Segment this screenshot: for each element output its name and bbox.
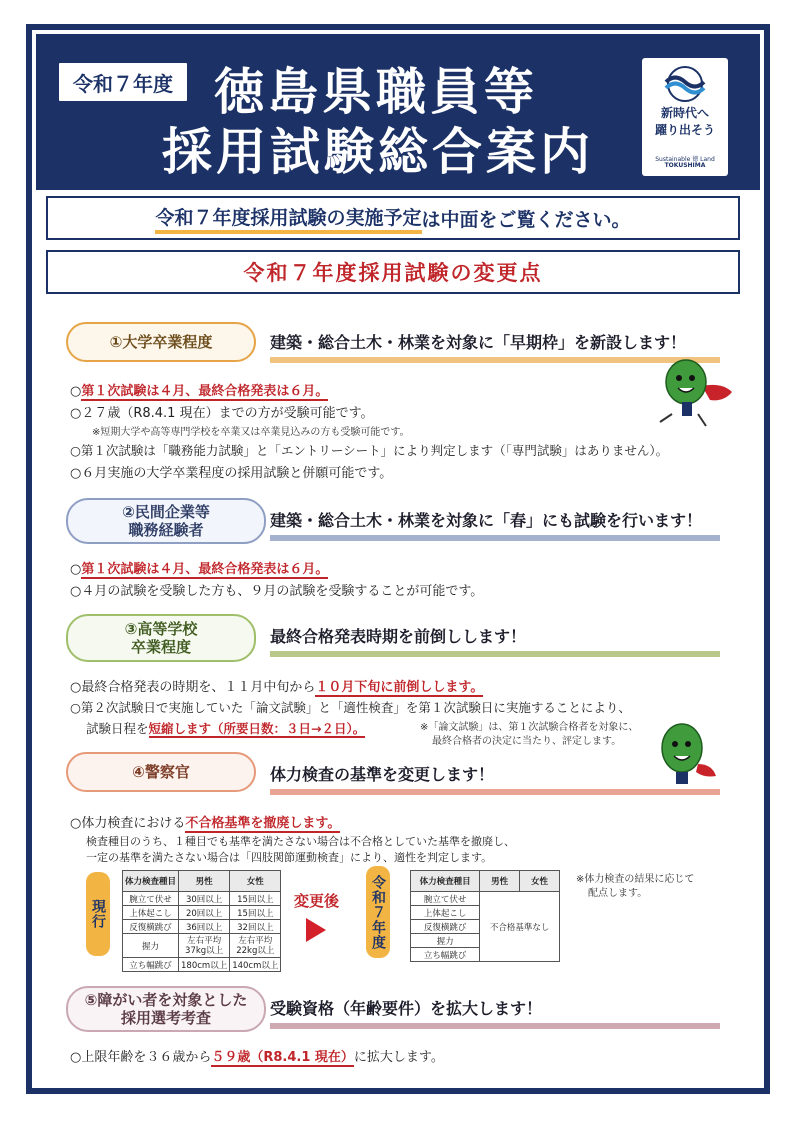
col-female: 女性 [520,871,560,892]
table-row [123,920,281,934]
arrow-right-icon [306,918,326,942]
cell-item: 立ち幅跳び [123,958,179,972]
cell-item: 上体起こし [411,906,480,920]
cell-male: 30回以上 [179,892,230,906]
notice-rest: は中面をご覧ください。 [421,208,631,231]
cell-no-fail-criteria: 不合格基準なし [480,892,560,962]
cell-male: 180cm以上 [179,958,230,972]
logo-text-1: 新時代へ [660,106,709,120]
changes-title: 令和７年度採用試験の変更点 [46,250,740,294]
section3-line2-text: 第２次試験日で実施していた「論文試験」と「適性検査」を第１次試験日に実施することにより、 [80,700,631,715]
bullet: ○ [70,1050,82,1065]
section3-line2 [70,698,631,716]
bullet: ○ [70,443,81,458]
bullet: ○ [70,384,82,399]
section1-line3 [70,441,668,459]
section3-badge-line1: ③高等学校 [124,620,198,638]
scoring-note2: 配点します。 [588,888,648,899]
section5-badge-line1: ⑤障がい者を対象とした [84,991,248,1009]
logo-text-3: Sustainable 徳 Land [655,156,715,163]
section5-line1-pre: 上限年齢を３６歳から [81,1050,212,1065]
section4-headline: 体力検査の基準を変更します！ [270,762,720,795]
table-row [411,892,560,906]
section5-headline: 受験資格（年齢要件）を拡大します！ [270,996,720,1029]
section2-badge-line1: ②民間企業等 [122,503,210,521]
section3-headline: 最終合格発表時期を前倒しします！ [270,624,720,657]
cell-female: 15回以上 [230,892,281,906]
logo-text-2: 躍り出そう [654,123,715,137]
section3-line3-pre: 試験日程を [86,721,149,736]
section4-line1 [70,812,340,831]
bullet: ○ [70,700,81,715]
cell-item: 腕立て伏せ [123,892,179,906]
section3-line1-pre: 最終合格発表の時期を、１１月中旬から [81,680,316,695]
section3-line1-em: １０月下旬に前倒しします。 [315,680,484,695]
cell-male: 左右平均 37kg以上 [179,934,230,958]
section4-badge: ④警察官 [66,752,256,792]
after-change-label: 変更後 [294,892,340,910]
year-badge: 令和７年度 [56,60,190,104]
bullet: ○ [70,562,82,577]
page-title-line2: 採用試験総合案内 [162,123,594,181]
current-label: 現行 [86,872,110,956]
section1-line3-text: 第１次試験は「職務能力試験」と「エントリーシート」により判定します（「専門試験」はありません）。 [80,443,669,458]
col-male: 男性 [480,871,520,892]
cell-item: 腕立て伏せ [411,892,480,906]
section5-line1 [70,1046,444,1065]
section5-badge-line2: 採用選考考査 [120,1009,211,1027]
schedule-notice [46,196,740,240]
col-item: 体力検査種目 [411,871,480,892]
table-row [123,934,281,958]
section1-headline: 建築・総合土木・林業を対象に「早期枠」を新設します！ [270,330,720,363]
section1-badge: ①大学卒業程度 [66,322,256,362]
bullet: ○ [70,406,82,421]
scoring-note1: ※体力検査の結果に応じて [576,874,695,885]
section5-line1-post: に拡大します。 [353,1050,444,1065]
notice-emphasis: 令和７年度採用試験の実施予定 [155,203,421,234]
bullet: ○ [70,466,82,481]
section1-line2 [70,402,374,421]
section3-badge-line2: 卒業程度 [130,638,191,656]
section1-line1-text: 第１次試験は４月、最終合格発表は６月。 [81,384,329,399]
section2-line2 [70,580,483,599]
bullet: ○ [70,584,82,599]
cell-female: 32回以上 [230,920,281,934]
cell-item: 上体起こし [123,906,179,920]
section2-badge [66,498,266,544]
page-title-line1: 徳島県職員等 [214,63,538,121]
section1-note: ※短期大学や高等専門学校を卒業又は卒業見込みの方も受験可能です。 [92,427,410,438]
table-row [123,958,281,972]
cell-female: 左右平均 22kg以上 [230,934,281,958]
wave-logo-icon [656,66,714,102]
bullet: ○ [70,816,82,831]
table-header-row [411,871,560,892]
section2-line1-text: 第１次試験は４月、最終合格発表は６月。 [81,562,329,577]
section4-line1-em: 不合格基準を撤廃します。 [185,816,341,831]
section4-line2: 検査種目のうち、１種目でも基準を満たさない場合は不合格としていた基準を撤廃し、 [86,835,515,848]
section2-line1 [70,558,328,577]
table-row [123,892,281,906]
section4-line1-pre: 体力検査における [81,816,186,831]
section1-line2-text: ２７歳（R8.4.1 現在）までの方が受験可能です。 [81,406,374,421]
cell-male: 20回以上 [179,906,230,920]
section3-note2: 最終合格者の決定に当たり、評定します。 [432,736,622,747]
col-item: 体力検査種目 [123,871,179,892]
section4-line3: 一定の基準を満たさない場合は「四肢関節運動検査」により、適性を判定します。 [86,851,493,864]
section3-line3 [86,719,365,737]
logo-text-4: TOKUSHIMA [664,162,706,169]
tokushima-logo [642,58,728,176]
section3-line3-em: 短縮します（所要日数：３日→２日）。 [148,721,366,736]
current-standards-table [122,870,281,972]
section1-line4-text: ６月実施の大学卒業程度の採用試験と併願可能です。 [81,466,393,481]
section2-line2-text: ４月の試験を受験した方も、９月の試験を受験することが可能です。 [81,584,484,599]
cell-item: 握力 [411,934,480,948]
section3-badge [66,614,256,662]
section5-line1-em: ５９歳（R8.4.1 現在） [211,1050,354,1065]
section3-line1 [70,676,483,695]
section1-line1 [70,380,328,399]
table-row [123,906,281,920]
col-female: 女性 [230,871,281,892]
section2-badge-line2: 職務経験者 [128,521,204,539]
section3-note1: ※「論文試験」は、第１次試験合格者を対象に、 [420,722,639,733]
cell-item: 反復横跳び [411,920,480,934]
table-header-row [123,871,281,892]
col-male: 男性 [179,871,230,892]
cell-female: 15回以上 [230,906,281,920]
new-standards-table [410,870,560,962]
cell-item: 立ち幅跳び [411,948,480,962]
cell-male: 36回以上 [179,920,230,934]
cell-female: 140cm以上 [230,958,281,972]
cell-item: 反復横跳び [123,920,179,934]
section2-headline: 建築・総合土木・林業を対象に「春」にも試験を行います！ [270,508,720,541]
cell-item: 握力 [123,934,179,958]
mascot-flying-icon [652,356,736,428]
bullet: ○ [70,680,82,695]
section1-line4 [70,462,392,481]
section5-badge [66,986,266,1032]
new-rules-label: 令和７年度 [366,866,390,958]
